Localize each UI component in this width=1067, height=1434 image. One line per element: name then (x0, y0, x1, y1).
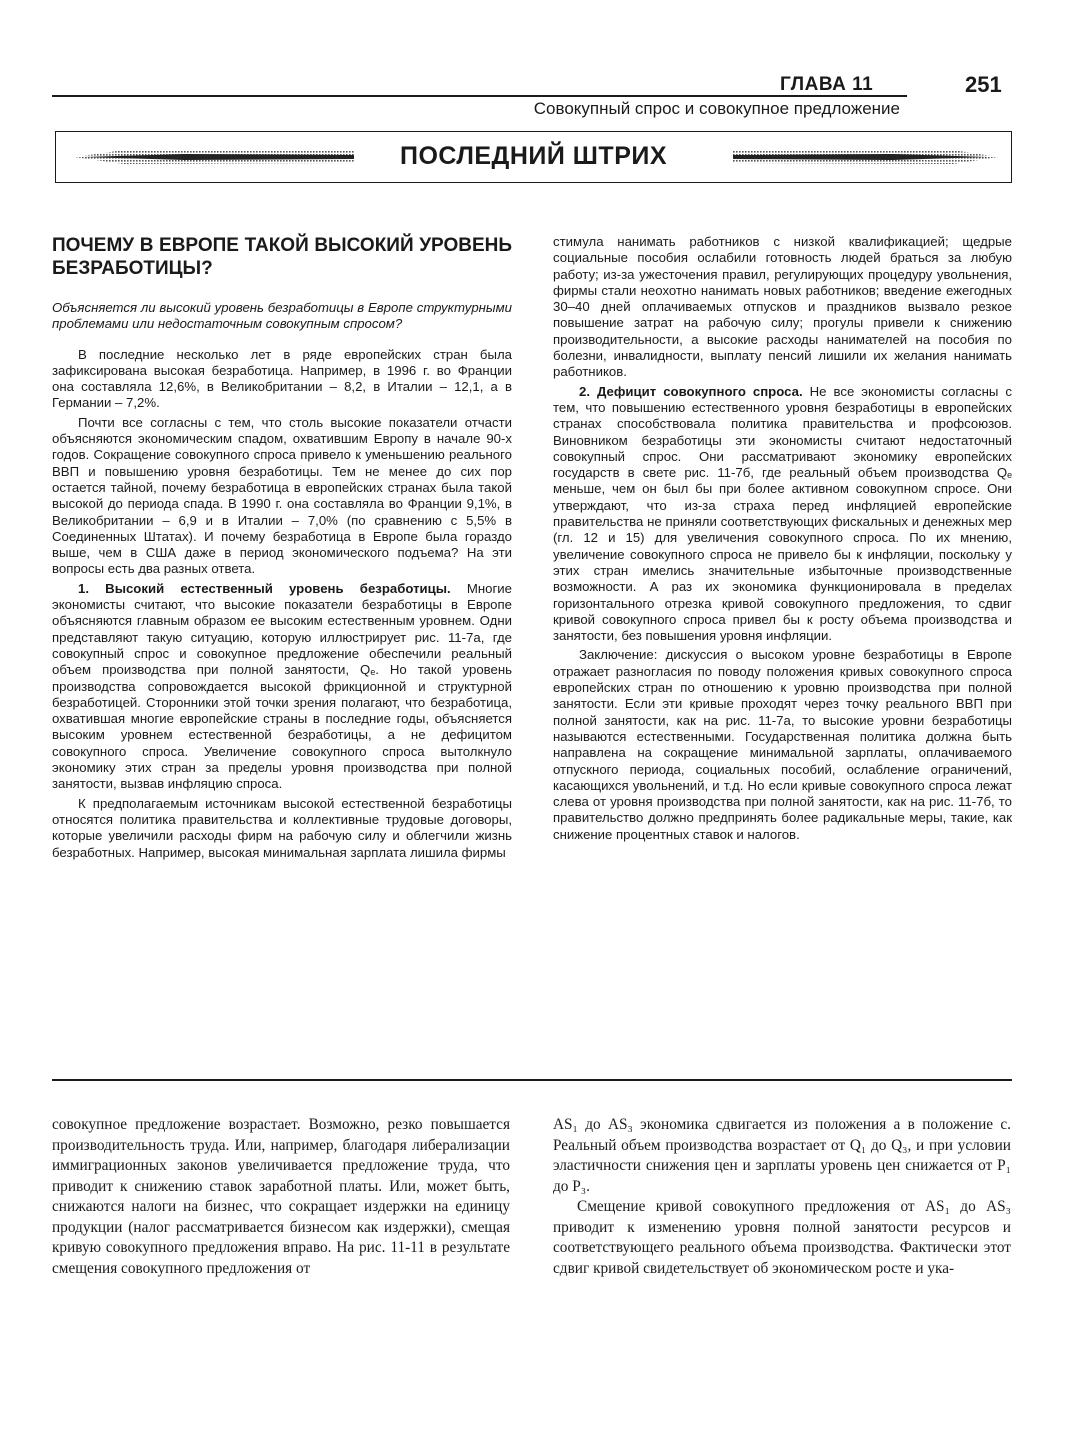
article-paragraph: К предполагаемым источникам высокой естественной безработицы относятся политика правительства и коллективные трудовые договоры, которые увеличили расходы фирм на рабочую силу и облегчили жизнь безработных. Например, высокая минимальная зарплата лишила фирмы (52, 795, 512, 860)
section-heading: 1. Высокий естественный уровень безработицы. (78, 580, 451, 596)
chapter-subtitle: Совокупный спрос и совокупное предложение (533, 99, 900, 118)
main-text-left-column (52, 1115, 510, 1279)
page-number: 251 (965, 72, 1002, 97)
main-text-right-column (553, 1115, 1011, 1279)
banner-title: ПОСЛЕДНИЙ ШТРИХ (399, 142, 668, 170)
article-right-column (553, 234, 1012, 846)
section-heading: 2. Дефицит совокупного спроса. (579, 383, 803, 399)
sidebar-bottom-rule (52, 1079, 1012, 1081)
article-paragraph: стимула нанимать работников с низкой квалификацией; щедрые социальные пособия ослабили готовность людей браться за любую работу; из-за ужесточения правил, регулирующих процедуру увольнения, фирмы стали неохотно нанимать новых работников; введение ежегодных 30–40 дней оплачиваемых отпусков и праздников вызвало резкое повышение затрат на рабочую силу; прогулы привели к снижению производительности, а высокие расходы нанимателей на пособия по болезни, инвалидности, выплату пенсий лишили их желания нанимать работников. (553, 234, 1012, 380)
section-text: Многие экономисты считают, что высокие показатели безработицы в Европе объясняются главным образом ее высоким естественным уровнем. Одни представляют такую ситуацию, которую иллюстрирует рис. 11-7а, где совокупный спрос и совокупное предложение обеспечили реальный объем производства при полной занятости, Qₑ. Но такой уровень производства сопровождается высокой фрикционной и структурной безработицей. Сторонники этой точки зрения полагают, что безработица, охватившая многие европейские страны в последние годы, объясняется высоким уровнем естественной безработицы, а не дефицитом совокупного спроса. Увеличение совокупного спроса вытолкнуло экономику этих стран за пределы уровня производства при полной занятости, вызвав инфляцию спроса. (52, 580, 512, 792)
article-left-column (52, 234, 512, 864)
chapter-label: ГЛАВА 11 (780, 74, 874, 95)
article-conclusion: Заключение: дискуссия о высоком уровне безработицы в Европе отражает разногласия по поводу положения кривых совокупного спроса европейских стран по отношению к уровню производства при полной занятости. Если эти кривые проходят через точку реального ВВП при полной занятости, как на рис. 11-7а, то высокие уровни безработицы называются естественными. Государственная политика должна быть направлена на сокращение минимальной зарплаты, оплачиваемого отпускного периода, социальных пособий, ослабление ограничений, касающихся увольнений, и т.д. Но если кривые совокупного спроса лежат слева от уровня производства при полной занятости, как на рис. 11-7б, то правительство должно предпринять более радикальные меры, такие, как снижение процентных ставок и налогов. (553, 647, 1012, 842)
section-text: Не все экономисты согласны с тем, что повышению естественного уровня безработицы в европейских странах способствовала политика правительства и профсоюзов. Виновником безработицы эти экономисты считают недостаточный совокупный спрос. Они рассматривают экономику европейских государств в свете рис. 11-7б, где реальный объем производства Qₑ меньше, чем он был бы при более активном совокупном спросе. Они утверждают, что из-за страха перед инфляцией европейские правительства не приняли соответствующих фискальных и денежных мер (гл. 12 и 15) для увеличения совокупного спроса. По их мнению, увеличение совокупного спроса не привело бы к инфляции, поскольку у этих стран имелись значительные избыточные производственные возможности. А раз их экономика функционировала в пределах горизонтального отрезка кривой совокупного предложения, то сдвиг кривой совокупного спроса привел бы к росту объема производства и занятости, без повышения уровня инфляции. (553, 383, 1012, 644)
sidebar-banner (55, 131, 1012, 183)
main-paragraph: совокупное предложение возрастает. Возможно, резко повышается производительность труда. Или, например, благодаря либерализации иммиграционных законов увеличивается предложение труда, что приводит к снижению ставок заработной платы. Или, может быть, снижаются налоги на бизнес, что сокращает издержки на единицу продукции (налог рассматривается бизнесом как издержки), смещая кривую совокупного предложения вправо. На рис. 11-11 в результате смещения совокупного предложения от (52, 1116, 510, 1277)
main-paragraph: Смещение кривой совокупного предложения от AS₁ до AS₃ приводит к изменению уровня полной занятости ресурсов и соответствующего реального объема производства. Фактически этот сдвиг кривой свидетельствует об экономическом росте и ука- (553, 1198, 1011, 1277)
article-paragraph (553, 384, 1012, 645)
article-title: ПОЧЕМУ В ЕВРОПЕ ТАКОЙ ВЫСОКИЙ УРОВЕНЬ БЕЗРАБОТИЦЫ? (52, 235, 512, 279)
article-paragraph: В последние несколько лет в ряде европейских стран была зафиксирована высокая безработица. Например, в 1996 г. во Франции она составляла 12,6%, в Великобритании – 8,2, в Италии – 12,1, а в Германии – 7,2%. (52, 346, 512, 411)
right-banner-ornament (733, 142, 1003, 172)
article-paragraph (52, 581, 512, 793)
article-paragraph: Почти все согласны с тем, что столь высокие показатели отчасти объясняются экономическим спадом, охватившим Европу в начале 90-х годов. Сокращение совокупного спроса привело к уменьшению реального ВВП и повышению уровня безработицы. Тем не менее до сих пор остается тайной, почему безработица в европейских странах была такой высокой до периода спада. В 1990 г. она составляла во Франции 9,1%, в Великобритании – 6,9 и в Италии – 7,0% (по сравнению с 5,5% в Соединенных Штатах). И почему безработица в Европе была гораздо выше, чем в США даже в период экономического подъема? На эти вопросы есть два разных ответа. (52, 414, 512, 577)
header-rule (52, 95, 907, 97)
article-lead: Объясняется ли высокий уровень безработицы в Европе структурными проблемами или недостаточным совокупным спросом? (52, 300, 512, 332)
main-paragraph: AS₁ до AS₃ экономика сдвигается из положения a в положение c. Реальный объем производства возрастает от Q₁ до Q₃, и при условии эластичности снижения цен и зарплаты уровень цен снижается от P₁ до P₃. (553, 1116, 1011, 1195)
